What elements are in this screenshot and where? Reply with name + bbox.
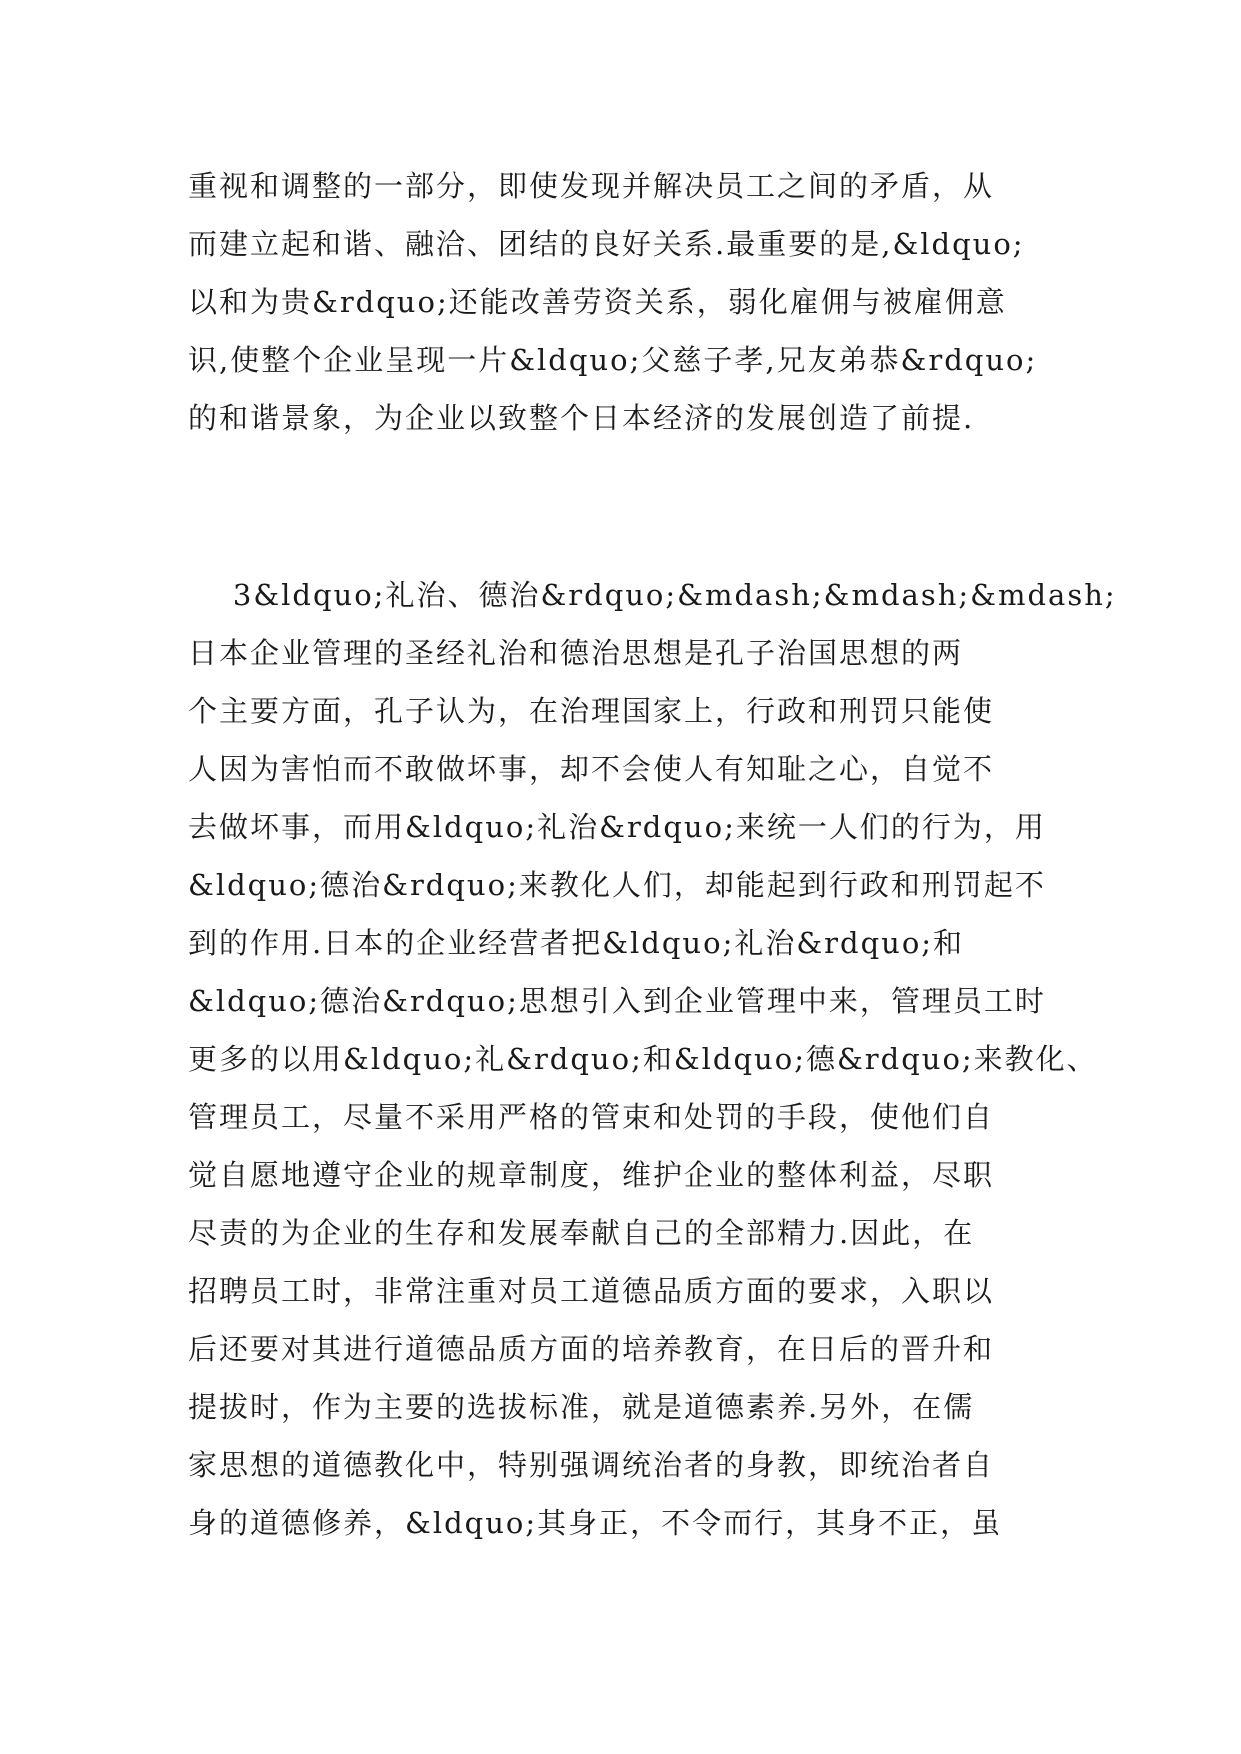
paragraph-line: 更多的以用&ldquo;礼&rdquo;和&ldquo;德&rdquo;来教化、 bbox=[188, 1042, 1098, 1076]
paragraph-line: &ldquo;德治&rdquo;思想引入到企业管理中来，管理员工时 bbox=[188, 984, 1046, 1018]
paragraph-line: 觉自愿地遵守企业的规章制度，维护企业的整体利益，尽职 bbox=[188, 1158, 995, 1192]
paragraph-1 bbox=[188, 157, 1068, 447]
paragraph-line: 人因为害怕而不敢做坏事，却不会使人有知耻之心，自觉不 bbox=[188, 752, 995, 786]
paragraph-line: &ldquo;德治&rdquo;来教化人们，却能起到行政和刑罚起不 bbox=[188, 868, 1046, 902]
paragraph-line: 身的道德修养，&ldquo;其身正，不令而行，其身不正，虽 bbox=[188, 1506, 1003, 1540]
paragraph-line: 而建立起和谐、融洽、团结的良好关系.最重要的是,&ldquo; bbox=[188, 227, 1025, 261]
paragraph-line: 个主要方面，孔子认为，在治理国家上，行政和刑罚只能使 bbox=[188, 694, 995, 728]
paragraph-line: 去做坏事，而用&ldquo;礼治&rdquo;来统一人们的行为，用 bbox=[188, 810, 1046, 844]
paragraph-line: 尽责的为企业的生存和发展奉献自己的全部精力.因此，在 bbox=[188, 1216, 975, 1250]
paragraph-line: 重视和调整的一部分，即使发现并解决员工之间的矛盾，从 bbox=[188, 169, 995, 203]
paragraph-line: 管理员工，尽量不采用严格的管束和处罚的手段，使他们自 bbox=[188, 1100, 995, 1134]
paragraph-line: 家思想的道德教化中，特别强调统治者的身教，即统治者自 bbox=[188, 1448, 995, 1482]
paragraph-line: 后还要对其进行道德品质方面的培养教育，在日后的晋升和 bbox=[188, 1332, 995, 1366]
paragraph-heading-line: 3&ldquo;礼治、德治&rdquo;&mdash;&mdash;&mdash; bbox=[188, 578, 1117, 612]
paragraph-2 bbox=[188, 566, 1117, 1552]
paragraph-line: 以和为贵&rdquo;还能改善劳资关系，弱化雇佣与被雇佣意 bbox=[188, 285, 1007, 319]
paragraph-line: 招聘员工时，非常注重对员工道德品质方面的要求，入职以 bbox=[188, 1274, 995, 1308]
paragraph-line: 日本企业管理的圣经礼治和德治思想是孔子治国思想的两 bbox=[188, 636, 964, 670]
paragraph-line: 的和谐景象，为企业以致整个日本经济的发展创造了前提. bbox=[188, 401, 975, 435]
paragraph-line: 提拔时，作为主要的选拔标准，就是道德素养.另外，在儒 bbox=[188, 1390, 975, 1424]
paragraph-line: 识,使整个企业呈现一片&ldquo;父慈子孝,兄友弟恭&rdquo; bbox=[188, 343, 1038, 377]
paragraph-line: 到的作用.日本的企业经营者把&ldquo;礼治&rdquo;和 bbox=[188, 926, 965, 960]
